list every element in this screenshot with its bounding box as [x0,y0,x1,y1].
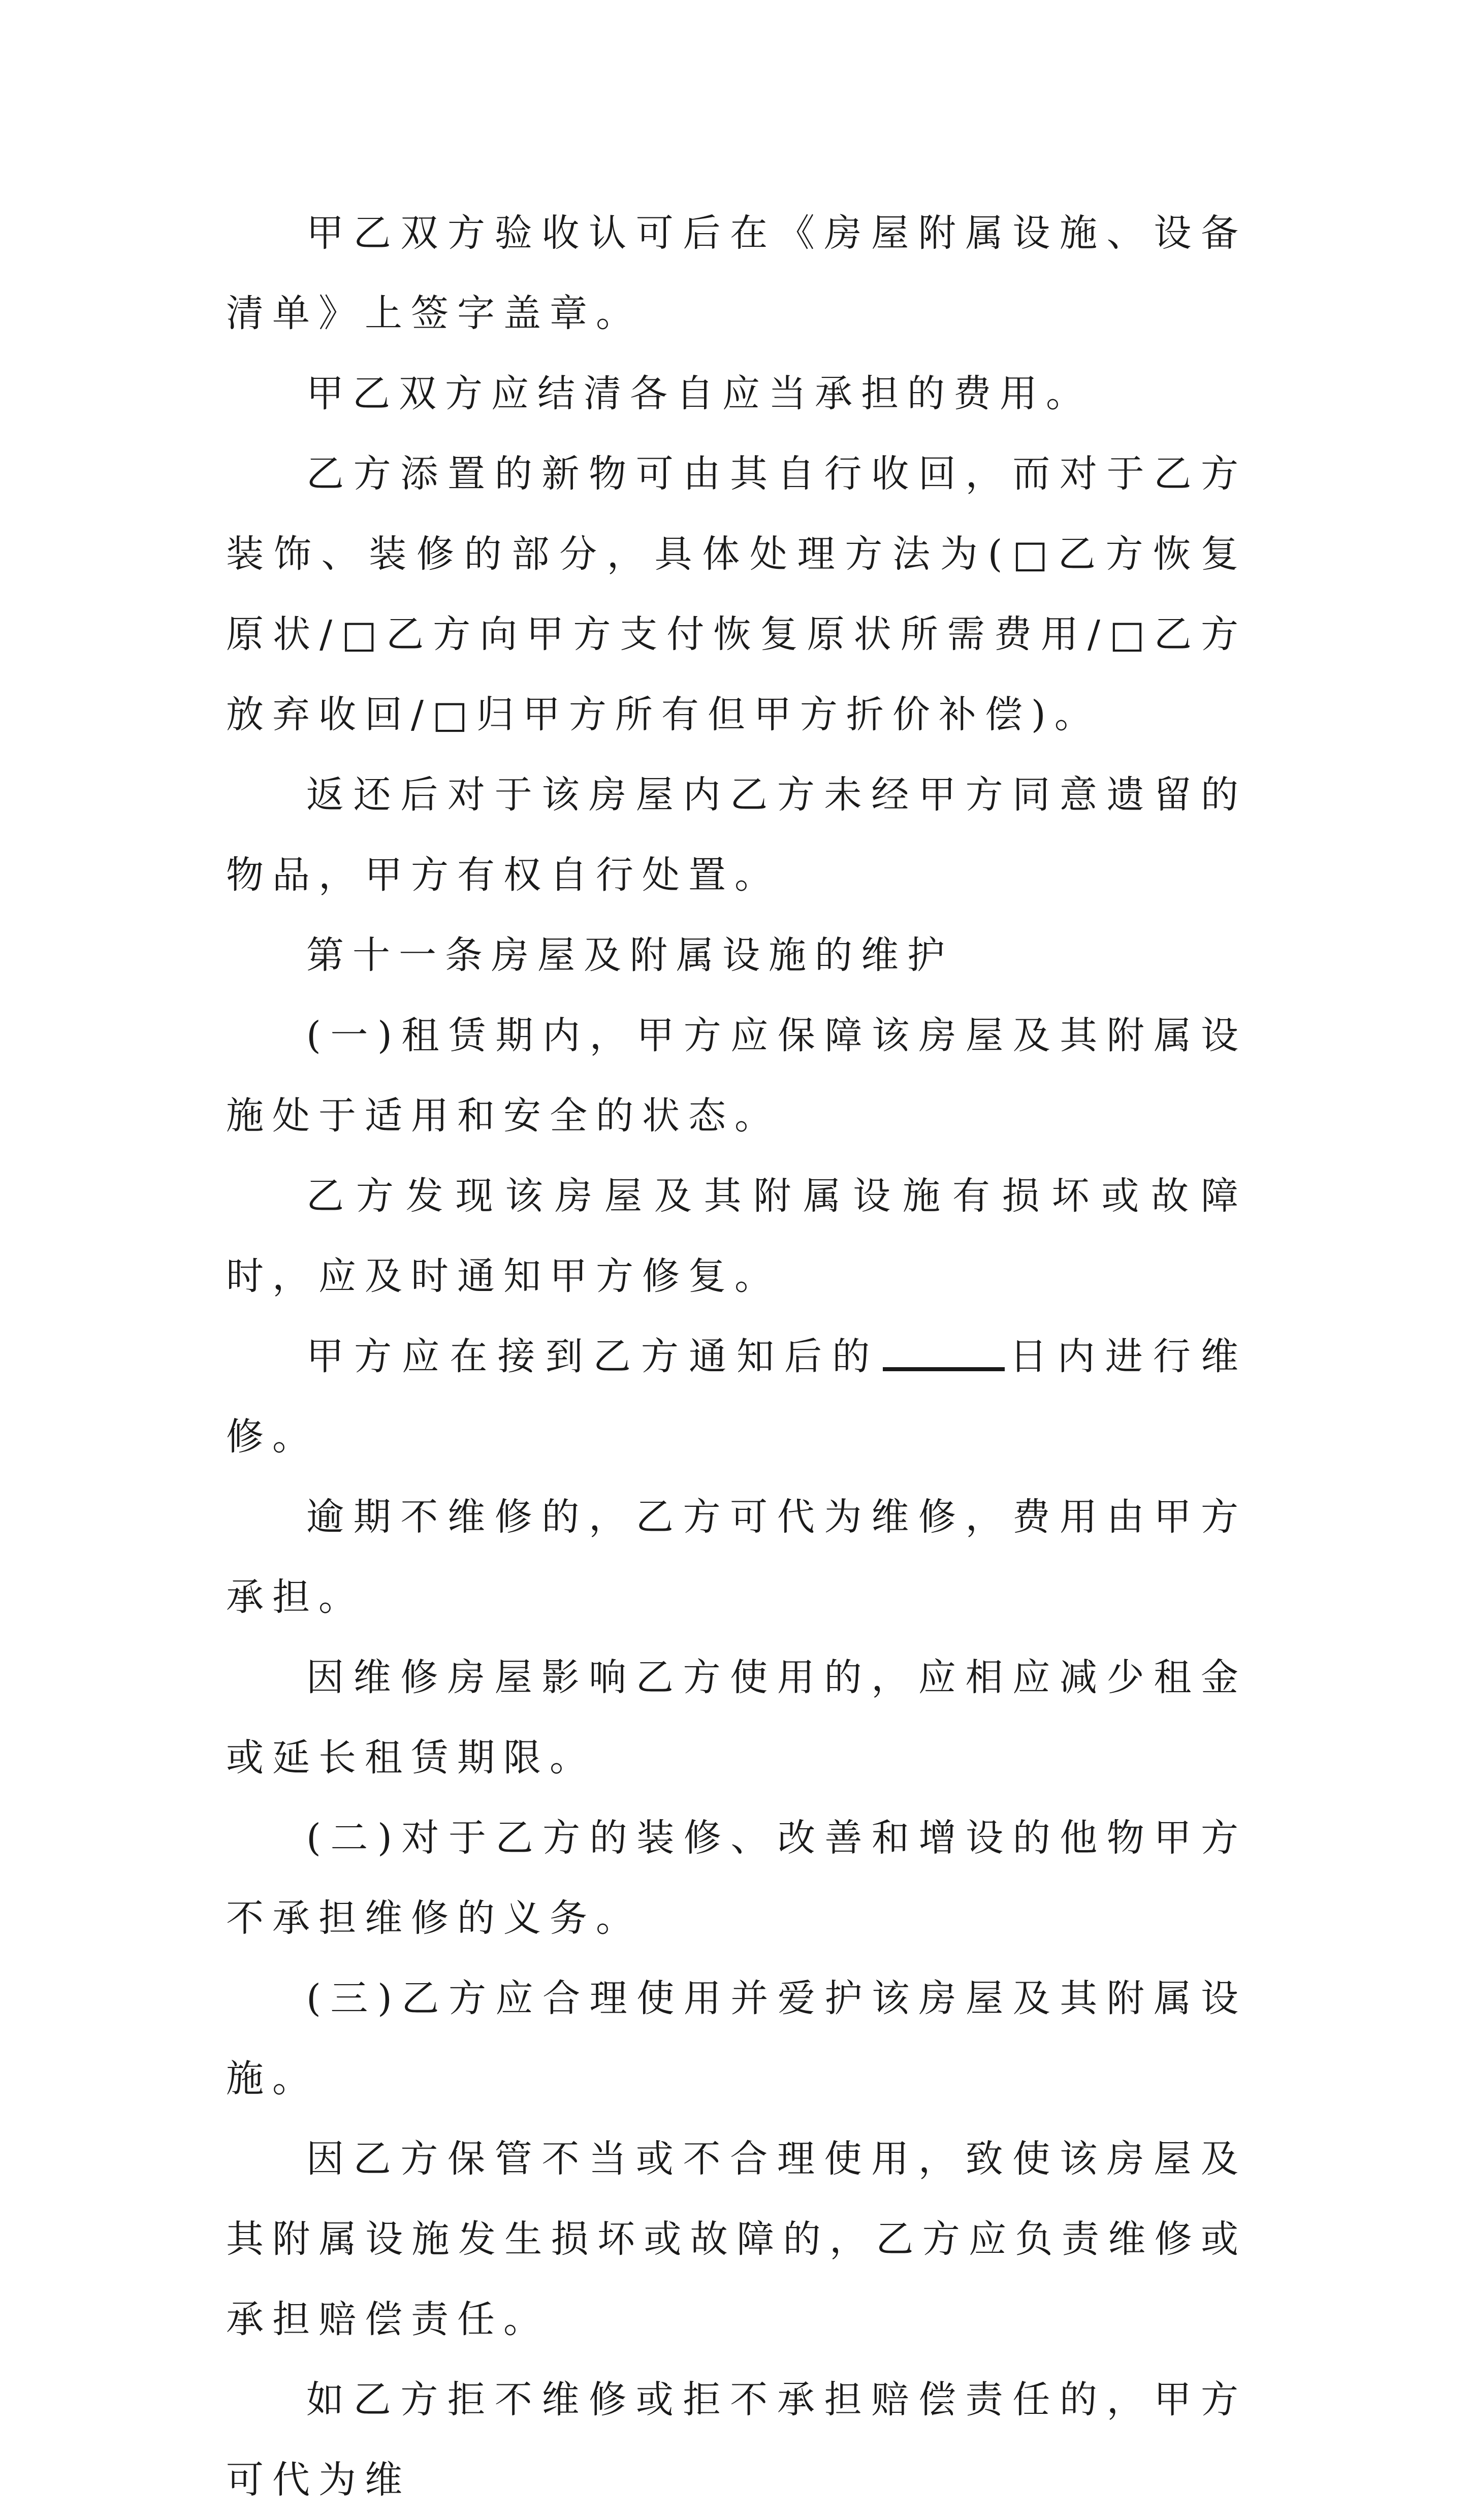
paragraph-rent-reduction: 因维修房屋影响乙方使用的，应相应减少租金或延长租赁期限。 [226,1656,1247,1780]
paragraph-clause-1: (一)租赁期内，甲方应保障该房屋及其附属设施处于适用和安全的状态。 [226,1014,1247,1138]
paragraph-repair-deadline [226,1316,1247,1477]
repair-deadline-text-before: 甲方应在接到乙方通知后的 [306,1335,880,1378]
article-11-heading: 第十一条房屋及附属设施的维护 [306,933,953,977]
paragraph-renovation-handling: 乙方添置的新物可由其自行收回，而对于乙方装饰、装修的部分，具体处理方法为(□乙方恢复原状/□乙方向甲方支付恢复原状所需费用/□乙方放弃收回/□归甲方所有但甲方折价补偿)。 [226,452,1247,736]
paragraph-left-items: 返还后对于该房屋内乙方未经甲方同意遗留的物品，甲方有权自行处置。 [226,773,1247,897]
paragraph-damage-notice: 乙方发现该房屋及其附属设施有损坏或故障时，应及时通知甲方修复。 [226,1174,1247,1298]
document-body [226,193,1247,2520]
paragraph-overdue-repair: 逾期不维修的，乙方可代为维修，费用由甲方承担。 [226,1495,1247,1619]
paragraph-clause-3: (三)乙方应合理使用并爱护该房屋及其附属设施。 [226,1977,1247,2101]
repair-deadline-text-after: 日内进行维修。 [226,1335,1248,1459]
paragraph-settle-fees: 甲乙双方应结清各自应当承担的费用。 [306,372,1092,415]
paragraph-clause-2: (二)对于乙方的装修、改善和增设的他物甲方不承担维修的义务。 [226,1816,1247,1940]
fill-in-blank-days [883,1367,1005,1371]
paragraph-acceptance-signature: 甲乙双方验收认可后在《房屋附属设施、设备清单》上签字盖章。 [226,211,1247,335]
paragraph-refusal-repair: 如乙方拒不维修或拒不承担赔偿责任的，甲方可代为维 [226,2378,1247,2502]
paragraph-tenant-liability: 因乙方保管不当或不合理使用，致使该房屋及其附属设施发生损坏或故障的，乙方应负责维修或承担赔偿责任。 [226,2137,1247,2341]
